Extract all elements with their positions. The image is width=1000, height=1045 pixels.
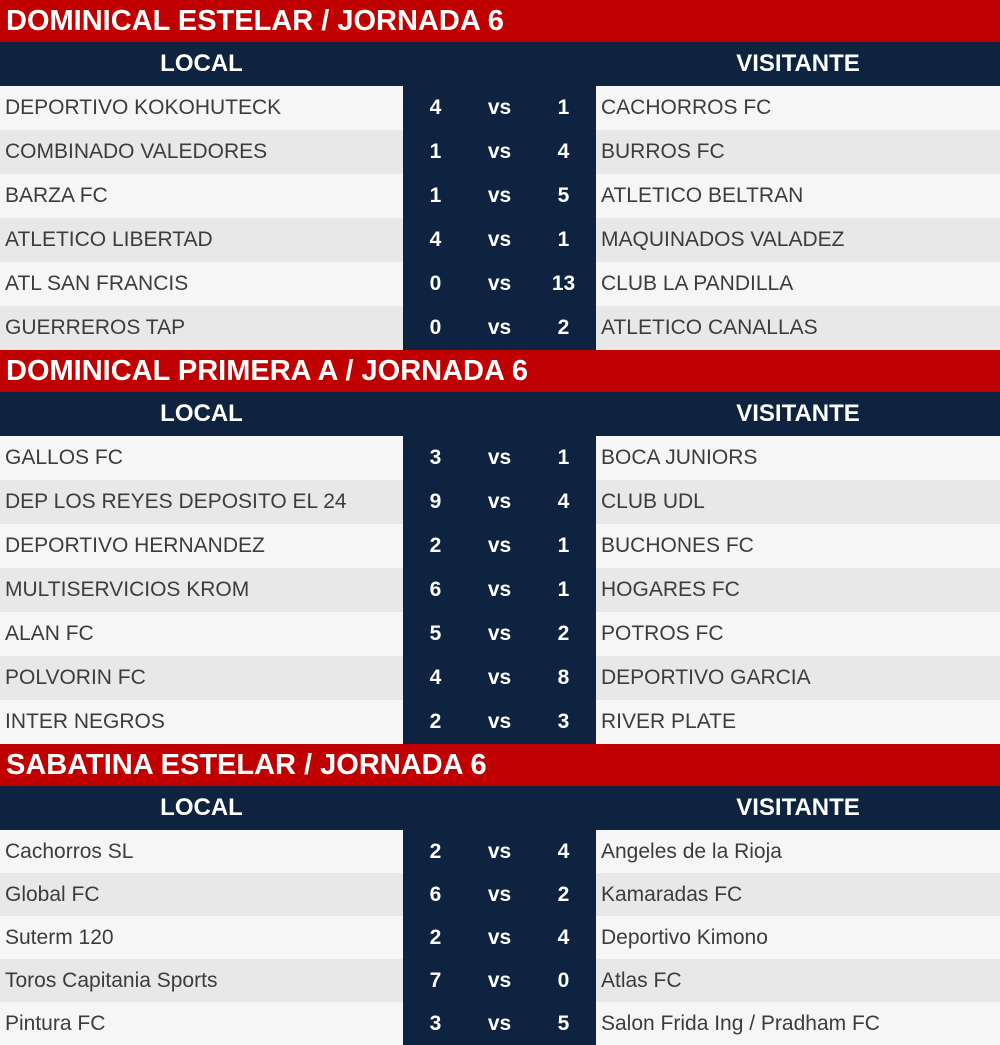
column-header-row (0, 786, 1000, 830)
visitor-score: 3 (557, 710, 570, 733)
visitor-team: ATLETICO BELTRAN (596, 174, 1000, 218)
local-team: GALLOS FC (0, 436, 403, 480)
match-row (0, 959, 1000, 1002)
score-block (403, 656, 596, 700)
local-team: ATLETICO LIBERTAD (0, 218, 403, 262)
local-score: 9 (429, 490, 442, 513)
match-row (0, 830, 1000, 873)
visitor-team: Deportivo Kimono (596, 916, 1000, 959)
vs-label: vs (487, 446, 512, 469)
local-team: INTER NEGROS (0, 700, 403, 744)
score-block (403, 830, 596, 873)
local-score: 2 (429, 840, 442, 863)
visitor-team: CLUB LA PANDILLA (596, 262, 1000, 306)
visitor-score: 2 (557, 883, 570, 906)
match-row (0, 218, 1000, 262)
visitor-team: Angeles de la Rioja (596, 830, 1000, 873)
visitor-team: DEPORTIVO GARCIA (596, 656, 1000, 700)
visitor-team: CLUB UDL (596, 480, 1000, 524)
local-team: COMBINADO VALEDORES (0, 130, 403, 174)
local-score: 4 (429, 666, 442, 689)
local-score: 0 (429, 272, 442, 295)
header-visitor: VISITANTE (736, 50, 860, 77)
score-block (403, 480, 596, 524)
visitor-score: 4 (557, 840, 570, 863)
vs-label: vs (487, 969, 512, 992)
local-team: ALAN FC (0, 612, 403, 656)
visitor-team: HOGARES FC (596, 568, 1000, 612)
visitor-team: Kamaradas FC (596, 873, 1000, 916)
score-block (403, 218, 596, 262)
visitor-score: 5 (557, 1012, 570, 1035)
league-section (0, 744, 1000, 1045)
vs-label: vs (487, 622, 512, 645)
match-row (0, 436, 1000, 480)
local-score: 1 (429, 140, 442, 163)
match-row (0, 656, 1000, 700)
local-team: GUERREROS TAP (0, 306, 403, 350)
visitor-score: 1 (557, 96, 570, 119)
local-team: DEPORTIVO KOKOHUTECK (0, 86, 403, 130)
vs-label: vs (487, 534, 512, 557)
section-title: DOMINICAL PRIMERA A / JORNADA 6 (0, 350, 1000, 392)
visitor-score: 4 (557, 140, 570, 163)
score-block (403, 700, 596, 744)
league-section (0, 350, 1000, 744)
visitor-team: BURROS FC (596, 130, 1000, 174)
score-block (403, 262, 596, 306)
match-list (0, 436, 1000, 744)
local-score: 0 (429, 316, 442, 339)
visitor-team: Atlas FC (596, 959, 1000, 1002)
local-team: DEPORTIVO HERNANDEZ (0, 524, 403, 568)
match-row (0, 262, 1000, 306)
score-block (403, 130, 596, 174)
local-team: ATL SAN FRANCIS (0, 262, 403, 306)
local-score: 6 (429, 883, 442, 906)
match-row (0, 1002, 1000, 1045)
local-team: Cachorros SL (0, 830, 403, 873)
visitor-score: 1 (557, 446, 570, 469)
visitor-team: BOCA JUNIORS (596, 436, 1000, 480)
visitor-score: 5 (557, 184, 570, 207)
local-team: BARZA FC (0, 174, 403, 218)
visitor-score: 1 (557, 228, 570, 251)
vs-label: vs (487, 272, 512, 295)
local-score: 3 (429, 446, 442, 469)
local-score: 3 (429, 1012, 442, 1035)
score-block (403, 524, 596, 568)
local-team: Pintura FC (0, 1002, 403, 1045)
vs-label: vs (487, 96, 512, 119)
match-row (0, 86, 1000, 130)
local-team: DEP LOS REYES DEPOSITO EL 24 (0, 480, 403, 524)
vs-label: vs (487, 710, 512, 733)
match-row (0, 480, 1000, 524)
score-block (403, 306, 596, 350)
match-row (0, 568, 1000, 612)
visitor-score: 1 (557, 534, 570, 557)
vs-label: vs (487, 1012, 512, 1035)
vs-label: vs (487, 140, 512, 163)
section-title: SABATINA ESTELAR / JORNADA 6 (0, 744, 1000, 786)
local-score: 2 (429, 534, 442, 557)
match-row (0, 916, 1000, 959)
match-row (0, 130, 1000, 174)
vs-label: vs (487, 578, 512, 601)
header-score-spacer (403, 42, 596, 86)
header-visitor: VISITANTE (736, 794, 860, 821)
visitor-team: Salon Frida Ing / Pradham FC (596, 1002, 1000, 1045)
score-block (403, 86, 596, 130)
visitor-score: 8 (557, 666, 570, 689)
vs-label: vs (487, 316, 512, 339)
match-row (0, 873, 1000, 916)
header-score-spacer (403, 392, 596, 436)
local-score: 1 (429, 184, 442, 207)
local-team: Suterm 120 (0, 916, 403, 959)
match-row (0, 524, 1000, 568)
vs-label: vs (487, 926, 512, 949)
score-block (403, 568, 596, 612)
visitor-team: POTROS FC (596, 612, 1000, 656)
score-block (403, 1002, 596, 1045)
vs-label: vs (487, 840, 512, 863)
league-section (0, 0, 1000, 350)
header-local: LOCAL (160, 400, 243, 427)
visitor-team: CACHORROS FC (596, 86, 1000, 130)
local-score: 4 (429, 228, 442, 251)
match-row (0, 700, 1000, 744)
vs-label: vs (487, 184, 512, 207)
local-score: 5 (429, 622, 442, 645)
score-block (403, 873, 596, 916)
header-local: LOCAL (160, 50, 243, 77)
match-row (0, 612, 1000, 656)
local-score: 7 (429, 969, 442, 992)
visitor-score: 13 (551, 272, 576, 295)
local-score: 4 (429, 96, 442, 119)
visitor-score: 2 (557, 316, 570, 339)
vs-label: vs (487, 883, 512, 906)
local-score: 6 (429, 578, 442, 601)
match-list (0, 830, 1000, 1045)
vs-label: vs (487, 490, 512, 513)
visitor-score: 4 (557, 926, 570, 949)
local-team: POLVORIN FC (0, 656, 403, 700)
column-header-row (0, 42, 1000, 86)
score-block (403, 612, 596, 656)
visitor-team: MAQUINADOS VALADEZ (596, 218, 1000, 262)
local-team: Global FC (0, 873, 403, 916)
visitor-team: RIVER PLATE (596, 700, 1000, 744)
header-visitor: VISITANTE (736, 400, 860, 427)
header-local: LOCAL (160, 794, 243, 821)
visitor-score: 0 (557, 969, 570, 992)
visitor-score: 2 (557, 622, 570, 645)
match-list (0, 86, 1000, 350)
local-score: 2 (429, 710, 442, 733)
vs-label: vs (487, 666, 512, 689)
match-row (0, 174, 1000, 218)
visitor-team: ATLETICO CANALLAS (596, 306, 1000, 350)
header-score-spacer (403, 786, 596, 830)
score-block (403, 436, 596, 480)
column-header-row (0, 392, 1000, 436)
score-block (403, 959, 596, 1002)
score-block (403, 174, 596, 218)
score-block (403, 916, 596, 959)
local-team: MULTISERVICIOS KROM (0, 568, 403, 612)
visitor-team: BUCHONES FC (596, 524, 1000, 568)
match-row (0, 306, 1000, 350)
visitor-score: 1 (557, 578, 570, 601)
section-title: DOMINICAL ESTELAR / JORNADA 6 (0, 0, 1000, 42)
local-score: 2 (429, 926, 442, 949)
local-team: Toros Capitania Sports (0, 959, 403, 1002)
vs-label: vs (487, 228, 512, 251)
visitor-score: 4 (557, 490, 570, 513)
